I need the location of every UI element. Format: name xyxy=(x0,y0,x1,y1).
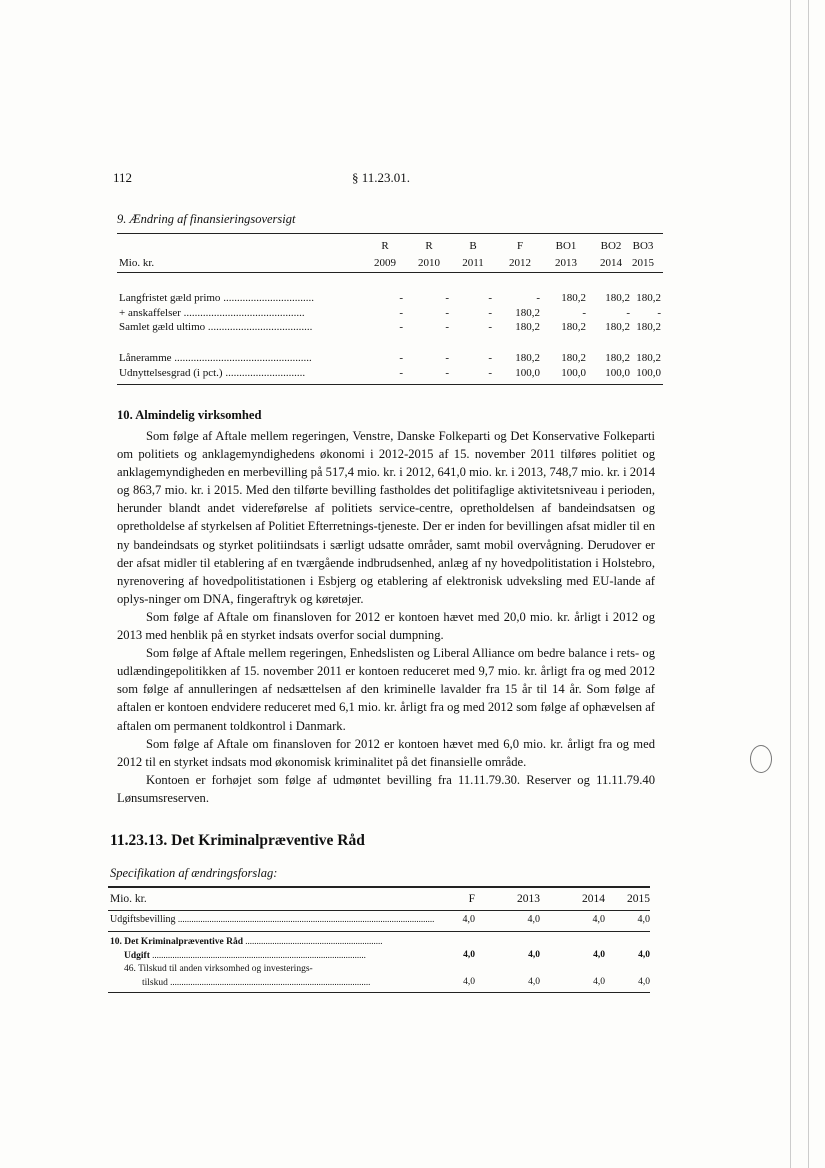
table-row: Låneramme .................................................. - - - 180,2 180,2 180,2 180,2 xyxy=(119,352,661,364)
financing-table-body-b xyxy=(119,352,661,381)
col-header-top: R xyxy=(425,240,433,252)
table-cell: - xyxy=(399,352,403,364)
scan-edge-line xyxy=(790,0,791,1168)
table-cell: 180,2 xyxy=(605,321,630,333)
table-cell: - xyxy=(488,292,492,304)
col-header-year: 2011 xyxy=(462,257,484,269)
row-label: Udgiftsbevilling xyxy=(110,914,176,925)
table-cell: 4,0 xyxy=(462,914,475,925)
table-cell: - xyxy=(488,366,492,379)
table-cell: 4,0 xyxy=(638,977,650,987)
table-cell: 4,0 xyxy=(528,950,540,960)
table-cell: 4,0 xyxy=(637,914,650,925)
table-cell: 180,2 xyxy=(605,292,630,304)
col-header-top: F xyxy=(516,240,524,252)
table-cell: - xyxy=(445,321,449,333)
punch-hole-mark xyxy=(750,745,772,773)
table-row: Langfristet gæld primo ................................. - - - - 180,2 180,2 180,2 xyxy=(119,292,661,304)
col-header-top: BO2 xyxy=(600,240,622,252)
col-header-year: 2010 xyxy=(418,257,440,269)
table-cell: - xyxy=(445,292,449,304)
spec-table-header xyxy=(110,893,650,909)
col-header: 2014 xyxy=(582,893,605,905)
col-header-year: 2013 xyxy=(555,257,577,269)
col-header: 2015 xyxy=(627,893,650,905)
table-cell: 100,0 xyxy=(636,366,661,379)
paragraph: Som følge af Aftale mellem regeringen, Enhedslisten og Liberal Alliance om bedre balance i rets- og udlændingepolitikken af 15. november 2011 er kontoen reduceret med 9,7 mio. kr. årligt fra og med 2012 som følge af annulleringen af nedsættelsen af den kriminelle lavalder fra 15 år til 14 år. Som følge af aftalen er kontoen endvidere reduceret med 6,1 mio. kr. årligt fra og med 2012 som følge af ophævelsen af aftalen om permanent toldkontrol i Danmark. xyxy=(117,646,655,733)
section-9-title: 9. Ændring af finansieringsoversigt xyxy=(117,212,296,226)
table-cell: 4,0 xyxy=(593,977,605,987)
row-label: 10. Det Kriminalpræventive Råd xyxy=(110,937,243,947)
table-cell: - xyxy=(626,306,630,319)
table-cell: 180,2 xyxy=(636,352,661,364)
table-top-rule xyxy=(117,233,663,234)
table-row: Udgiftsbevilling .................................................................................................................. 4,0 4,0 4,0 4,0 xyxy=(110,914,650,925)
spec-table-top-rule xyxy=(108,886,650,888)
paragraph: Som følge af Aftale om finansloven for 2012 er kontoen hævet med 20,0 mio. kr. årligt i 2012 og 2013 med henblik på en styrket indsats overfor social dumpning. xyxy=(117,609,655,643)
section-10-body xyxy=(117,427,655,807)
col-header-top: B xyxy=(469,240,477,252)
scan-edge-line xyxy=(808,0,809,1168)
table-cell: 180,2 xyxy=(636,321,661,333)
table-cell: - xyxy=(445,366,449,379)
table-cell: - xyxy=(399,321,403,333)
table-cell: 4,0 xyxy=(528,977,540,987)
table-row: Udgift ............................................................................................... 4,0 4,0 4,0 4,0 xyxy=(124,950,650,961)
col-header-year: 2015 xyxy=(632,257,654,269)
unit-label: Mio. kr. xyxy=(119,257,155,269)
table-cell: 4,0 xyxy=(527,914,540,925)
row-label: Samlet gæld ultimo xyxy=(119,321,206,333)
table-cell: 100,0 xyxy=(605,366,630,379)
col-header-top: BO3 xyxy=(632,240,654,252)
table-cell: - xyxy=(488,321,492,333)
table-cell: - xyxy=(582,306,586,319)
page-number: 112 xyxy=(113,170,133,185)
table-cell: 4,0 xyxy=(463,950,475,960)
table-cell: - xyxy=(399,366,403,379)
section-10-heading: 10. Almindelig virksomhed xyxy=(117,408,262,422)
table-cell: 4,0 xyxy=(638,950,650,960)
table-row: tilskud ......................................................................................... 4,0 4,0 4,0 4,0 xyxy=(142,977,650,988)
row-label: Låneramme xyxy=(119,352,172,364)
table-cell: 4,0 xyxy=(593,950,605,960)
table-cell: 180,2 xyxy=(605,352,630,364)
table-cell: - xyxy=(536,292,540,304)
table-header-rule xyxy=(117,272,663,273)
specification-title: Specifikation af ændringsforslag: xyxy=(110,866,278,880)
paragraph: Kontoen er forhøjet som følge af udmøntet bevilling fra 11.11.79.30. Reserver og 11.11.79.40 Lønsumsreserven. xyxy=(117,772,655,805)
col-header-top: BO1 xyxy=(555,240,577,252)
table-cell: 180,2 xyxy=(561,352,586,364)
table-cell: 100,0 xyxy=(515,366,540,379)
col-header-year: 2009 xyxy=(374,257,396,269)
col-header: 2013 xyxy=(517,893,540,905)
table-cell: 100,0 xyxy=(561,366,586,379)
row-label: 46. Tilskud til anden virksomhed og investerings- xyxy=(124,964,313,974)
table-cell: - xyxy=(488,306,492,319)
col-header-year: 2014 xyxy=(600,257,622,269)
table-row: 10. Det Kriminalpræventive Råd ............................................................. xyxy=(110,936,383,947)
section-reference: § 11.23.01. xyxy=(352,170,411,185)
table-cell: 180,2 xyxy=(515,306,540,319)
table-cell: - xyxy=(488,352,492,364)
col-header: F xyxy=(468,893,475,905)
row-label: tilskud xyxy=(142,978,168,988)
row-label: + anskaffelser xyxy=(119,306,181,319)
table-row: Samlet gæld ultimo ...................................... - - - 180,2 180,2 180,2 180,2 xyxy=(119,321,661,333)
row-label: Udnyttelsesgrad (i pct.) xyxy=(119,366,223,379)
table-cell: 180,2 xyxy=(636,292,661,304)
spec-table-rule xyxy=(108,931,650,932)
table-cell: 4,0 xyxy=(592,914,605,925)
col-header-year: 2012 xyxy=(509,257,531,269)
table-cell: - xyxy=(399,306,403,319)
row-label: Udgift xyxy=(124,951,150,961)
table-row: + anskaffelser ............................................ - - - 180,2 - - - xyxy=(119,306,661,319)
financing-table-body-a xyxy=(119,292,661,336)
spec-table-bottom-rule xyxy=(108,992,650,993)
paragraph: Som følge af Aftale om finansloven for 2012 er kontoen hævet med 6,0 mio. kr. årligt fra og med 2012 til en styrket indsats mod økonomisk kriminalitet på det finansielle område. xyxy=(117,736,655,769)
table-cell: - xyxy=(399,292,403,304)
table-cell: 4,0 xyxy=(463,977,475,987)
table-bottom-rule xyxy=(117,384,663,385)
table-cell: 180,2 xyxy=(515,321,540,333)
table-cell: 180,2 xyxy=(515,352,540,364)
table-cell: 180,2 xyxy=(561,321,586,333)
paragraph: Som følge af Aftale mellem regeringen, Venstre, Danske Folkeparti og Det Konservative Folkeparti om politiets og anklagemyndighedens økonomi i 2012-2015 af 15. november 2011 tilføres politiet og anklagemyndigheden en merbevilling på 517,4 mio. kr. i 2012, 641,0 mio. kr. i 2013, 748,7 mio. kr. i 2014 og 863,7 mio. kr. i 2015. Med den tilførte bevilling fastholdes det politifaglige aktivitetsniveau i perioden, herunder blandt andet videreførelse af politiets service-centre, opretholdelsen af bandeindsatsen og opretholdelse af styrkelsen af Politiet Efterretnings-tjeneste. Der er inden for bevillingen afsat midler til en ny bandeindsats og styrket politiindsats i særligt udsatte områder, samt mobil overvågning. Derudover er der afsat midler til etablering af en tværgående indbrudsenhed, anlæg af ny hovedpolitistation i Holstebro, nyrenovering af hovedpolitistationen i Esbjerg og etablering af elektronisk udveksling med EU-lande af oplys-ninger om DNA, fingeraftryk og køretøjer. xyxy=(117,429,655,606)
unit-label: Mio. kr. xyxy=(110,893,147,905)
spec-table-header-rule xyxy=(108,910,650,911)
section-11-23-13-heading: 11.23.13. Det Kriminalpræventive Råd xyxy=(110,832,365,849)
table-row: Udnyttelsesgrad (i pct.) ............................. - - - 100,0 100,0 100,0 100,0 xyxy=(119,366,661,379)
table-cell: - xyxy=(445,306,449,319)
table-cell: 180,2 xyxy=(561,292,586,304)
col-header-top: R xyxy=(381,240,389,252)
table-cell: - xyxy=(657,306,661,319)
row-label: Langfristet gæld primo xyxy=(119,292,221,304)
table-row xyxy=(110,964,650,978)
table-cell: - xyxy=(445,352,449,364)
